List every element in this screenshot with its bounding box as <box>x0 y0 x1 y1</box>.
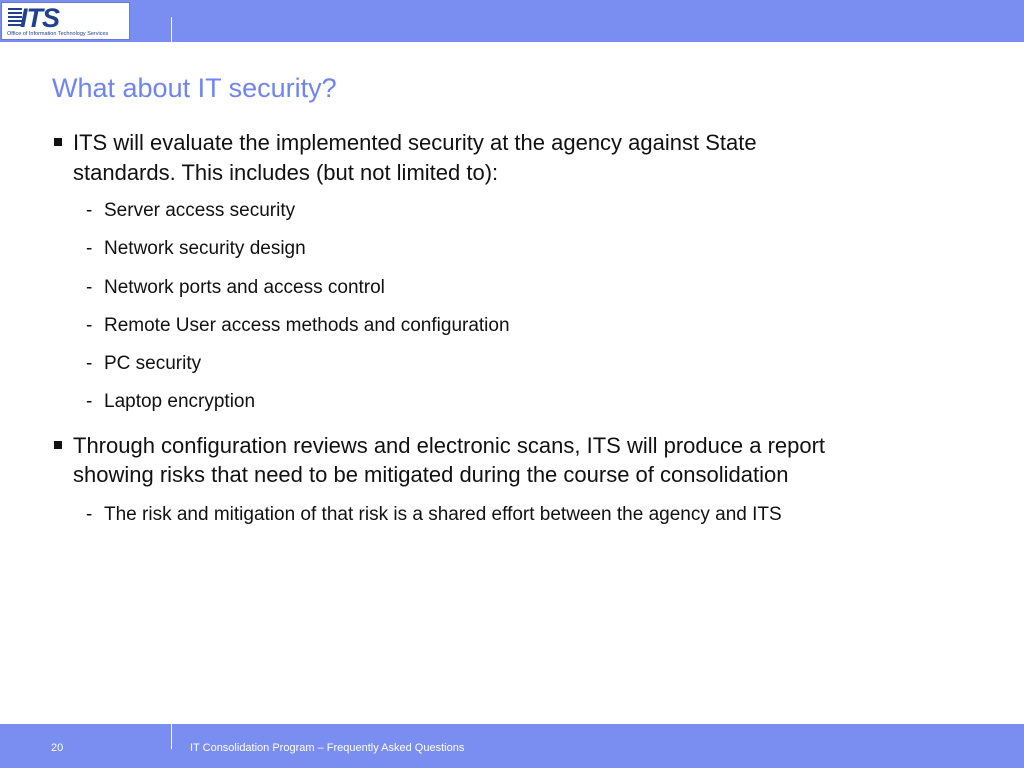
sub-item-text: Laptop encryption <box>104 391 256 412</box>
sub-item-text: Remote User access methods and configuration <box>104 315 510 336</box>
its-logo <box>1 2 130 40</box>
dash-marker: - <box>86 315 93 336</box>
dash-marker: - <box>86 353 93 374</box>
sub-item-text: PC security <box>104 353 202 374</box>
bullet-1-line-2: standards. This includes (but not limited to): <box>73 160 499 185</box>
sub-item-text: The risk and mitigation of that risk is a shared effort between the agency and ITS <box>104 504 782 525</box>
footer-text: IT Consolidation Program – Frequently Asked Questions <box>190 742 465 754</box>
bullet-2-line-1: Through configuration reviews and electronic scans, ITS will produce a report <box>73 433 826 458</box>
sub-item <box>86 352 201 376</box>
bullet-2-line-2: showing risks that need to be mitigated during the course of consolidation <box>73 462 789 487</box>
sub-item-text: Server access security <box>104 200 296 221</box>
sub-item <box>86 390 255 414</box>
dash-marker: - <box>86 200 93 221</box>
sub-item <box>86 276 385 300</box>
dash-marker: - <box>86 391 93 412</box>
slide-number: 20 <box>51 742 64 754</box>
sub-item <box>86 237 306 261</box>
logo-subtitle: Office of Information Technology Services <box>7 31 109 37</box>
dash-marker: - <box>86 504 93 525</box>
slide-title: What about IT security? <box>52 73 337 103</box>
dash-marker: - <box>86 238 93 259</box>
sub-item-text: Network ports and access control <box>104 277 385 298</box>
logo-text: ITS <box>20 3 60 33</box>
sub-item-text: Network security design <box>104 238 306 259</box>
bullet-marker-icon <box>54 138 62 146</box>
footer-divider <box>171 724 172 749</box>
footer-bar <box>0 724 1024 768</box>
header-bar <box>0 0 1024 42</box>
header-divider <box>171 17 172 43</box>
bullet-marker-icon <box>54 441 62 449</box>
sub-item <box>86 314 510 338</box>
dash-marker: - <box>86 277 93 298</box>
sub-item <box>86 199 295 223</box>
sub-item <box>86 503 782 527</box>
bullet-1-line-1: ITS will evaluate the implemented security at the agency against State <box>73 130 757 155</box>
